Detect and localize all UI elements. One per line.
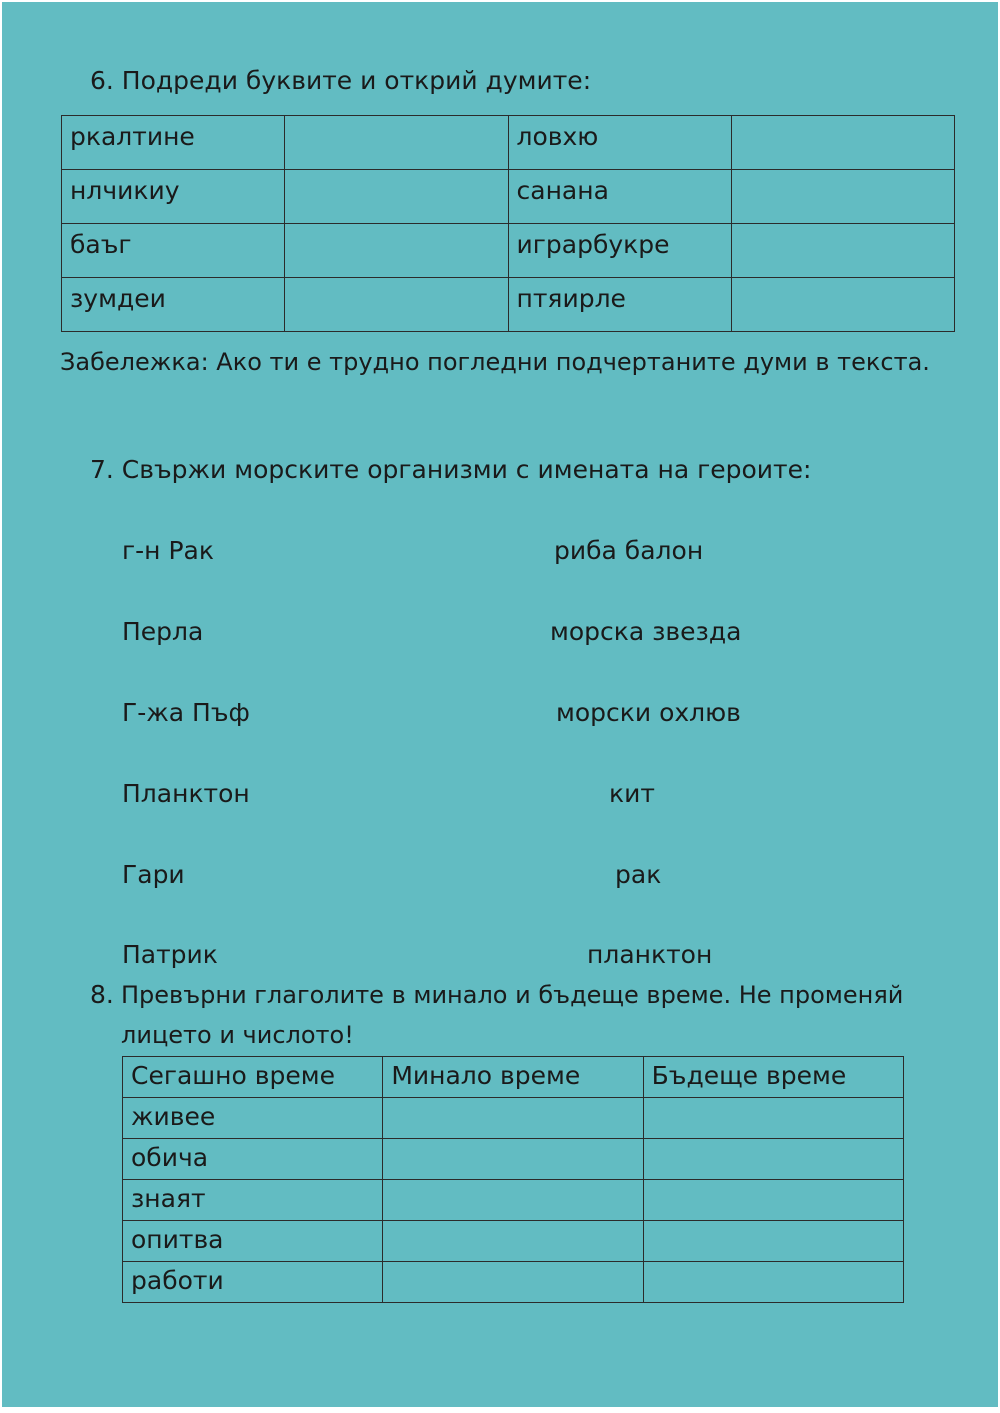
table-row: [62, 116, 955, 170]
present-verb: знаят: [123, 1180, 383, 1221]
table-row: [123, 1262, 904, 1303]
past-answer-cell[interactable]: [383, 1180, 643, 1221]
task8-number: 8.: [90, 980, 114, 1009]
past-answer-cell[interactable]: [383, 1221, 643, 1262]
present-verb: опитва: [123, 1221, 383, 1262]
scrambled-word: ркалтине: [62, 116, 285, 170]
future-answer-cell[interactable]: [643, 1180, 903, 1221]
scrambled-word: птяирле: [508, 278, 731, 332]
answer-cell[interactable]: [731, 170, 954, 224]
answer-cell[interactable]: [731, 116, 954, 170]
hero-name[interactable]: Перла: [122, 617, 204, 646]
task8-title-line1: Превърни глаголите в минало и бъдеще време. Не променяй: [121, 981, 904, 1009]
answer-cell[interactable]: [731, 224, 954, 278]
answer-cell[interactable]: [285, 116, 508, 170]
table-row: [123, 1139, 904, 1180]
hero-name[interactable]: Патрик: [122, 940, 218, 969]
hero-name[interactable]: г-н Рак: [122, 536, 214, 565]
sea-organism[interactable]: кит: [609, 779, 655, 808]
sea-organism[interactable]: морски охлюв: [556, 698, 741, 727]
verb-tense-table: [122, 1056, 904, 1303]
hero-name[interactable]: Г-жа Пъф: [122, 698, 250, 727]
table-row: [123, 1180, 904, 1221]
answer-cell[interactable]: [285, 224, 508, 278]
table-header-row: [123, 1057, 904, 1098]
table-row: [62, 278, 955, 332]
sea-organism[interactable]: морска звезда: [550, 617, 742, 646]
task7-title: 7. Свържи морските организми с имената на героите:: [90, 455, 812, 484]
answer-cell[interactable]: [731, 278, 954, 332]
past-answer-cell[interactable]: [383, 1262, 643, 1303]
table-row: [123, 1098, 904, 1139]
present-verb: обича: [123, 1139, 383, 1180]
hero-name[interactable]: Гари: [122, 860, 185, 889]
sea-organism[interactable]: риба балон: [554, 536, 704, 565]
word-scramble-table: [61, 115, 955, 332]
scrambled-word: баъг: [62, 224, 285, 278]
column-header: Бъдеще време: [643, 1057, 903, 1098]
task8-title-line2: лицето и числото!: [121, 1021, 354, 1049]
sea-organism[interactable]: планктон: [587, 940, 713, 969]
future-answer-cell[interactable]: [643, 1262, 903, 1303]
scrambled-word: играрбукре: [508, 224, 731, 278]
future-answer-cell[interactable]: [643, 1139, 903, 1180]
scrambled-word: нлчикиу: [62, 170, 285, 224]
future-answer-cell[interactable]: [643, 1221, 903, 1262]
column-header: Сегашно време: [123, 1057, 383, 1098]
column-header: Минало време: [383, 1057, 643, 1098]
scrambled-word: зумдеи: [62, 278, 285, 332]
answer-cell[interactable]: [285, 278, 508, 332]
scrambled-word: санана: [508, 170, 731, 224]
task6-title: 6. Подреди буквите и открий думите:: [90, 66, 592, 95]
past-answer-cell[interactable]: [383, 1139, 643, 1180]
answer-cell[interactable]: [285, 170, 508, 224]
future-answer-cell[interactable]: [643, 1098, 903, 1139]
worksheet-page: [2, 2, 998, 1407]
sea-organism[interactable]: рак: [615, 860, 662, 889]
task6-note: Забележка: Ако ти е трудно погледни подчертаните думи в текста.: [60, 348, 930, 376]
hero-name[interactable]: Планктон: [122, 779, 250, 808]
present-verb: живее: [123, 1098, 383, 1139]
table-row: [123, 1221, 904, 1262]
scrambled-word: ловхю: [508, 116, 731, 170]
past-answer-cell[interactable]: [383, 1098, 643, 1139]
table-row: [62, 170, 955, 224]
table-row: [62, 224, 955, 278]
present-verb: работи: [123, 1262, 383, 1303]
